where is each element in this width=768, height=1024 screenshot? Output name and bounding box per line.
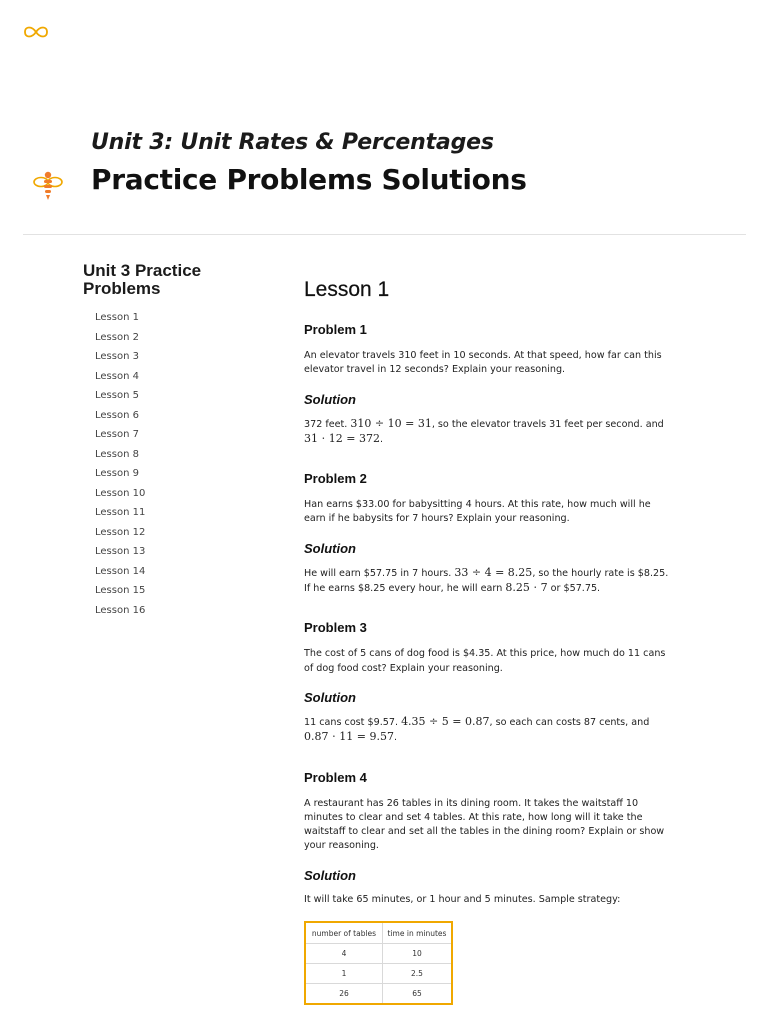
sidebar — [83, 262, 273, 620]
sidebar-item-lesson-15[interactable]: Lesson 15 — [95, 585, 146, 596]
lesson-title: Lesson 1 — [304, 278, 390, 301]
infinity-icon[interactable] — [22, 24, 50, 40]
problem-text: The cost of 5 cans of dog food is $4.35. At this price, how much do 11 cans of dog food cost? Explain your reasoning. — [304, 648, 666, 674]
sidebar-item-lesson-2[interactable]: Lesson 2 — [95, 331, 139, 343]
sidebar-item-lesson-14[interactable]: Lesson 14 — [95, 565, 146, 577]
sidebar-item-lesson-7[interactable]: Lesson 7 — [95, 429, 139, 440]
solution-text: He will earn $57.75 in 7 hours. 33 ÷ 4 = 8.25, so the hourly rate is $8.25. If he earns $8.25 every hour, he will earn 8.25 ⋅ 7 or $57.75. — [304, 565, 669, 595]
lesson-list — [83, 308, 273, 620]
problem-text: Han earns $33.00 for babysitting 4 hours. At this rate, how much will he earn if he babysits for 7 hours? Explain your reasoning. — [304, 499, 651, 525]
table-header-cell: number of tables — [305, 922, 383, 944]
problem-heading: Problem 1 — [304, 322, 367, 337]
table-cell: 10 — [383, 944, 453, 964]
table-row — [305, 944, 452, 964]
table-cell: 4 — [305, 944, 383, 964]
sidebar-item-lesson-8[interactable]: Lesson 8 — [95, 448, 139, 460]
main-content — [304, 278, 674, 1005]
table-cell: 65 — [383, 984, 453, 1005]
problem-2 — [304, 471, 674, 596]
table-row — [305, 984, 452, 1005]
solution-text: 372 feet. 310 ÷ 10 = 31, so the elevator travels 31 feet per second. and 31 ⋅ 12 = 372. — [304, 416, 664, 445]
math-expression: 31 ⋅ 12 = 372 — [304, 431, 380, 445]
sidebar-item-lesson-12[interactable]: Lesson 12 — [95, 526, 146, 538]
table-cell: 26 — [305, 984, 383, 1005]
problem-heading: Problem 2 — [304, 471, 367, 487]
header-divider — [23, 234, 746, 235]
bee-icon — [32, 170, 64, 204]
sidebar-item-lesson-3[interactable]: Lesson 3 — [95, 351, 139, 362]
unit-title: Unit 3: Unit Rates & Percentages — [91, 130, 494, 155]
solution-heading: Solution — [304, 540, 356, 556]
problem-3 — [304, 620, 674, 745]
sidebar-item-lesson-16[interactable]: Lesson 16 — [95, 604, 146, 616]
math-expression: 0.87 ⋅ 11 = 9.57 — [304, 730, 394, 744]
sidebar-item-lesson-6[interactable]: Lesson 6 — [95, 409, 139, 421]
math-expression: 4.35 ÷ 5 = 0.87 — [401, 714, 490, 728]
sidebar-item-lesson-10[interactable]: Lesson 10 — [95, 487, 146, 499]
solution-heading: Solution — [304, 391, 356, 407]
table-cell: 1 — [305, 964, 383, 984]
page-title: Practice Problems Solutions — [91, 163, 527, 196]
math-expression: 310 ÷ 10 = 31 — [350, 416, 432, 430]
sidebar-item-lesson-1[interactable]: Lesson 1 — [95, 312, 139, 323]
solution-text: It will take 65 minutes, or 1 hour and 5 minutes. Sample strategy: — [304, 893, 621, 905]
problem-text: An elevator travels 310 feet in 10 seconds. At that speed, how far can this elevator travel in 12 seconds? Explain your reasoning. — [304, 350, 662, 376]
sidebar-item-lesson-4[interactable]: Lesson 4 — [95, 370, 139, 382]
solution-heading: Solution — [304, 867, 356, 883]
problem-1 — [304, 322, 674, 447]
sidebar-item-lesson-9[interactable]: Lesson 9 — [95, 468, 139, 479]
sidebar-item-lesson-13[interactable]: Lesson 13 — [95, 546, 146, 557]
solution-text: 11 cans cost $9.57. 4.35 ÷ 5 = 0.87, so each can costs 87 cents, and 0.87 ⋅ 11 = 9.57. — [304, 714, 650, 744]
sidebar-title: Unit 3 Practice Problems — [83, 261, 202, 298]
sidebar-item-lesson-11[interactable]: Lesson 11 — [95, 507, 146, 518]
math-expression: 33 ÷ 4 = 8.25 — [454, 565, 533, 579]
problem-text: A restaurant has 26 tables in its dining room. It takes the waitstaff 10 minutes to clear and set 4 tables. At this rate, how long will it take the waitstaff to clear and set all the tables in the dining room? Explain or show your reasoning. — [304, 797, 665, 852]
problem-heading: Problem 4 — [304, 769, 367, 785]
sidebar-item-lesson-5[interactable]: Lesson 5 — [95, 390, 139, 401]
table-cell: 2.5 — [383, 964, 453, 984]
table-row — [305, 964, 452, 984]
solution-heading: Solution — [304, 689, 356, 705]
problem-heading: Problem 3 — [304, 620, 367, 636]
table-header-row — [305, 922, 452, 944]
problem-4 — [304, 770, 674, 1005]
math-expression: 8.25 ⋅ 7 — [505, 581, 548, 595]
table-header-cell: time in minutes — [383, 922, 453, 944]
strategy-table — [304, 921, 453, 1005]
